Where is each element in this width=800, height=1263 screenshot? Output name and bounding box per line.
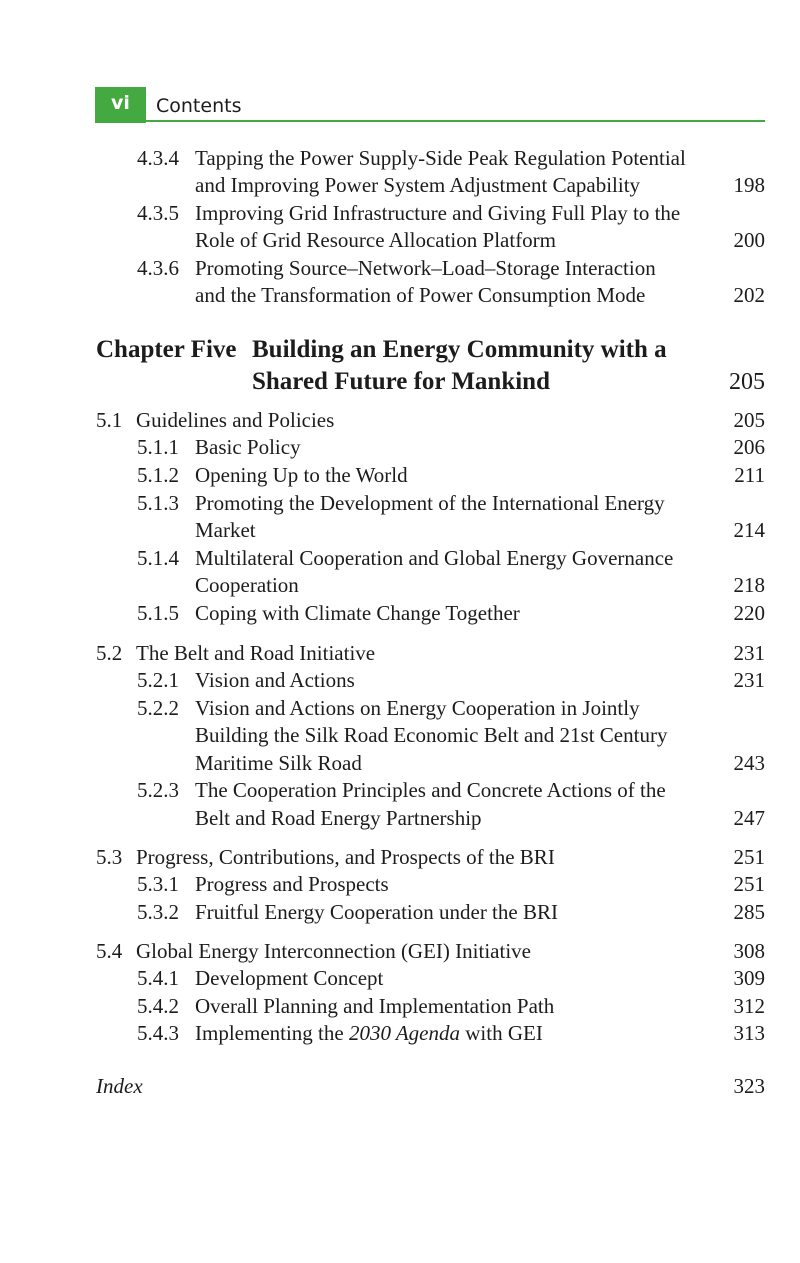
toc-entry-title-line: Vision and Actions bbox=[195, 668, 355, 692]
toc-entry-number: 5.3.2 bbox=[137, 900, 179, 924]
toc-section-title: The Belt and Road Initiative bbox=[136, 641, 376, 665]
toc-entry-page: 202 bbox=[733, 283, 765, 307]
toc-entry-title-line: Basic Policy bbox=[195, 435, 301, 459]
toc-entry-title-line: and Improving Power System Adjustment Capability bbox=[195, 173, 641, 197]
toc-entry-page: 251 bbox=[733, 872, 765, 896]
toc-section-number: 5.1 bbox=[96, 408, 123, 432]
toc-entry-page: 211 bbox=[734, 463, 765, 487]
toc-section-title: Guidelines and Policies bbox=[136, 408, 335, 432]
toc-section-number: 5.3 bbox=[96, 845, 123, 869]
toc-entry-title-line: Improving Grid Infrastructure and Giving Full Play to the bbox=[195, 201, 681, 225]
toc-entry-page: 243 bbox=[733, 751, 765, 775]
toc-entry-number: 5.4.2 bbox=[137, 994, 179, 1018]
toc-entry-number: 5.1.5 bbox=[137, 601, 179, 625]
toc-entry-page: 214 bbox=[733, 518, 765, 542]
toc-entry-page: 313 bbox=[733, 1021, 765, 1045]
toc-entry-title-line: Overall Planning and Implementation Path bbox=[195, 994, 555, 1018]
title-text-before: Implementing the bbox=[195, 1021, 349, 1045]
page-number-badge: vi bbox=[95, 87, 146, 123]
running-header-title: Contents bbox=[156, 95, 242, 117]
toc-entry-page: 285 bbox=[733, 900, 765, 924]
toc-entry-title-line: Role of Grid Resource Allocation Platform bbox=[195, 228, 557, 252]
title-text-after: with GEI bbox=[460, 1021, 543, 1045]
toc-entry-page: 247 bbox=[733, 806, 765, 830]
toc-section-title: Global Energy Interconnection (GEI) Initiative bbox=[136, 939, 531, 963]
toc-entry-page: 200 bbox=[733, 228, 765, 252]
toc-entry-page: 231 bbox=[733, 668, 765, 692]
toc-entry-title-line: Opening Up to the World bbox=[195, 463, 408, 487]
toc-entry-number: 5.1.1 bbox=[137, 435, 179, 459]
toc-entry-page: 206 bbox=[733, 435, 765, 459]
toc-entry-page: 198 bbox=[733, 173, 765, 197]
toc-entry-title-line: Progress and Prospects bbox=[195, 872, 389, 896]
toc-entry-page: 218 bbox=[733, 573, 765, 597]
toc-section-title: Progress, Contributions, and Prospects of the BRI bbox=[136, 845, 555, 869]
toc-entry-title-line: Market bbox=[195, 518, 256, 542]
toc-entry-title-line: Promoting Source–Network–Load–Storage Interaction bbox=[195, 256, 656, 280]
toc-entry-title-line: Maritime Silk Road bbox=[195, 751, 362, 775]
toc-entry-title-line: Coping with Climate Change Together bbox=[195, 601, 520, 625]
chapter-label: Chapter Five bbox=[96, 336, 237, 363]
toc-entry-title-line bbox=[195, 1020, 543, 1047]
header-rule bbox=[146, 120, 765, 122]
toc-entry-title-line: and the Transformation of Power Consumption Mode bbox=[195, 283, 646, 307]
toc-entry-page: 220 bbox=[733, 601, 765, 625]
toc-section-page: 308 bbox=[733, 939, 765, 963]
chapter-page: 205 bbox=[729, 369, 765, 395]
toc-entry-page: 309 bbox=[733, 966, 765, 990]
toc-entry-number: 5.1.2 bbox=[137, 463, 179, 487]
toc-entry-title-line: Promoting the Development of the International Energy bbox=[195, 491, 665, 515]
toc-entry-title-line: Development Concept bbox=[195, 966, 384, 990]
toc-entry-page: 312 bbox=[733, 994, 765, 1018]
toc-entry-number: 5.2.3 bbox=[137, 778, 179, 802]
toc-entry-title-line: Multilateral Cooperation and Global Energy Governance bbox=[195, 546, 674, 570]
toc-entry-number: 4.3.6 bbox=[137, 256, 179, 280]
toc-entry-number: 5.2.2 bbox=[137, 696, 179, 720]
toc-entry-title-line: Vision and Actions on Energy Cooperation in Jointly bbox=[195, 696, 640, 720]
toc-section-page: 205 bbox=[733, 408, 765, 432]
toc-entry-number: 5.2.1 bbox=[137, 668, 179, 692]
index-page: 323 bbox=[733, 1074, 765, 1098]
toc-entry-title-line: The Cooperation Principles and Concrete Actions of the bbox=[195, 778, 666, 802]
toc-entry-number: 5.3.1 bbox=[137, 872, 179, 896]
toc-section-number: 5.4 bbox=[96, 939, 123, 963]
toc-section-page: 251 bbox=[733, 845, 765, 869]
toc-entry-title-line: Fruitful Energy Cooperation under the BRI bbox=[195, 900, 558, 924]
index-label: Index bbox=[96, 1074, 143, 1098]
toc-entry-number: 5.1.3 bbox=[137, 491, 179, 515]
title-text-italic: 2030 Agenda bbox=[348, 1021, 460, 1045]
toc-entry-number: 5.4.3 bbox=[137, 1021, 179, 1045]
chapter-title-line: Building an Energy Community with a bbox=[252, 336, 667, 363]
chapter-title-line: Shared Future for Mankind bbox=[252, 368, 550, 395]
toc-section-number: 5.2 bbox=[96, 641, 123, 665]
toc-entry-number: 5.4.1 bbox=[137, 966, 179, 990]
toc-entry-number: 4.3.5 bbox=[137, 201, 179, 225]
toc-entry-title-line: Building the Silk Road Economic Belt and 21st Century bbox=[195, 723, 668, 747]
toc-entry-number: 4.3.4 bbox=[137, 146, 179, 170]
toc-entry-title-line: Belt and Road Energy Partnership bbox=[195, 806, 482, 830]
toc-section-page: 231 bbox=[733, 641, 765, 665]
toc-entry-title-line: Tapping the Power Supply-Side Peak Regulation Potential bbox=[195, 146, 686, 170]
toc-entry-title-line: Cooperation bbox=[195, 573, 299, 597]
running-header bbox=[95, 87, 765, 123]
toc-entry-number: 5.1.4 bbox=[137, 546, 179, 570]
